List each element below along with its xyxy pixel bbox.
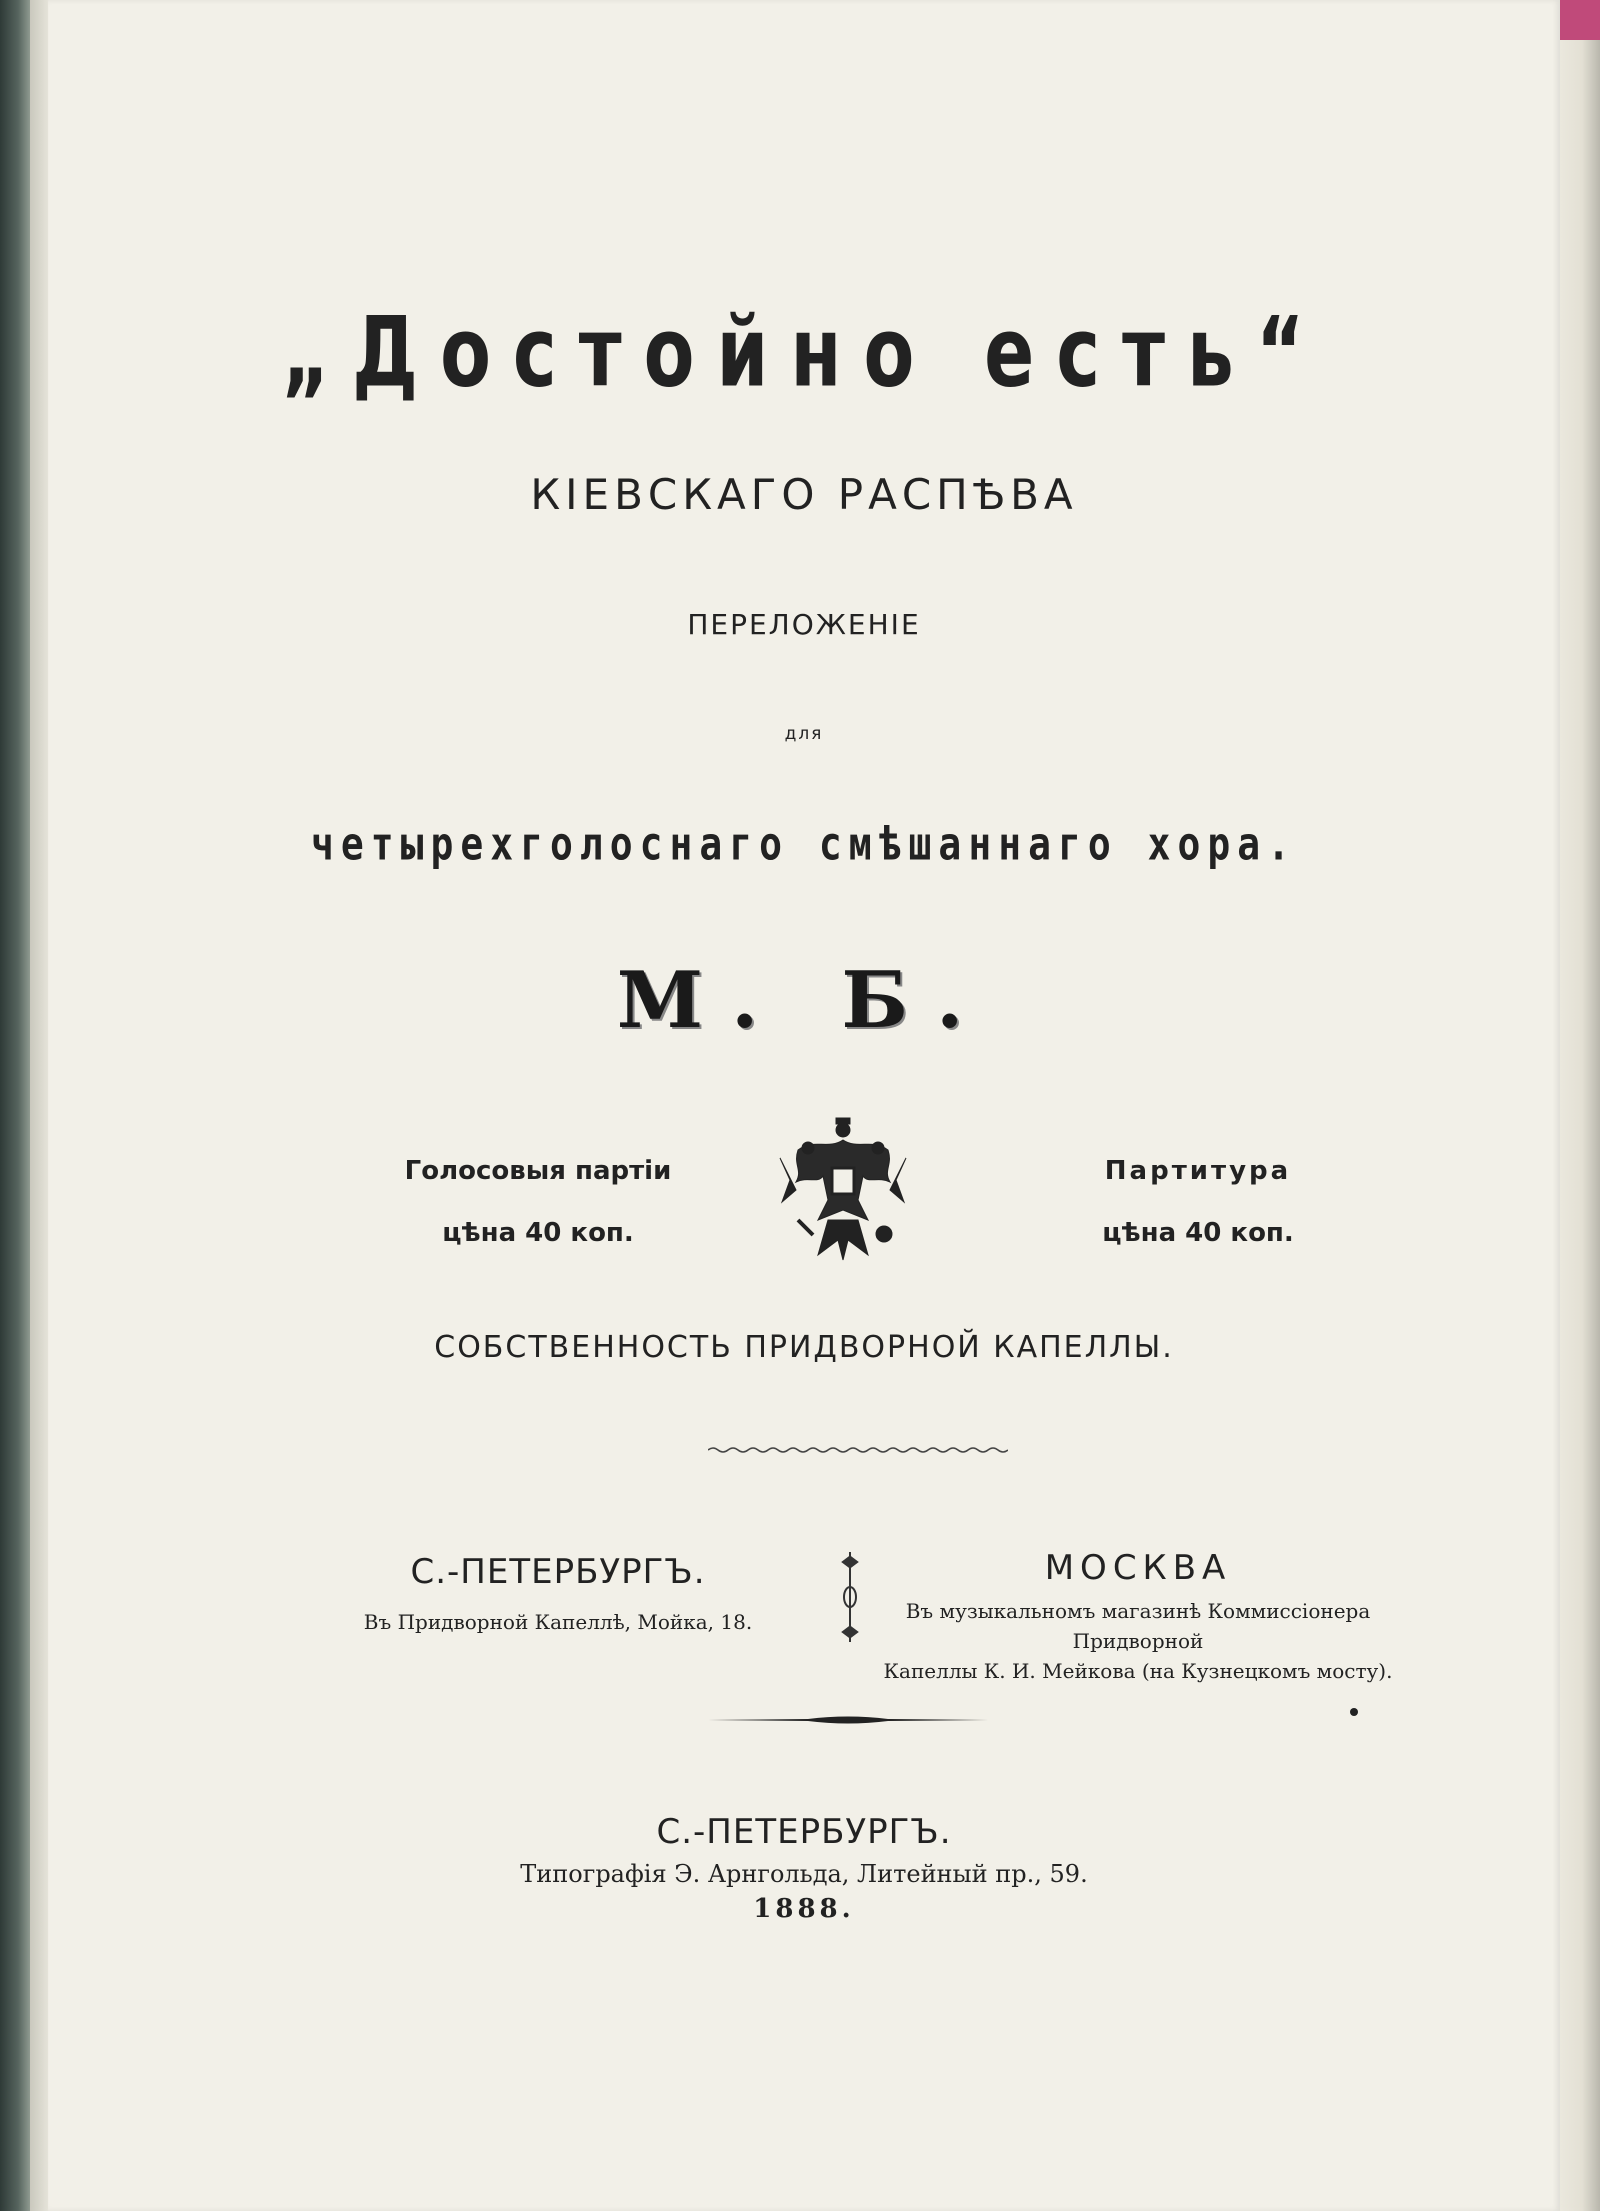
voice-parts-label: Голосовыя партіи [404,1156,672,1186]
marker-tab [1560,0,1600,40]
composer-initials: М. Б. [616,955,992,1046]
petersburg-city: С.-ПЕТЕРБУРГЪ. [410,1552,706,1592]
score-cost: цѣна 40 коп. [1102,1218,1294,1248]
ink-dot [1350,1708,1358,1716]
publisher-moscow [838,1548,1438,1686]
cover-spine [0,0,30,2211]
chant-subtitle: КІЕВСКАГО РАСПѢВА [530,470,1078,519]
swelled-rule [708,1712,988,1728]
petersburg-address: Въ Придворной Капеллѣ, Мойка, 18. [363,1610,753,1634]
imprint-city: С.-ПЕТЕРБУРГЪ. [656,1812,952,1852]
arrangement-label: ПЕРЕЛОЖЕНІЕ [687,608,921,641]
imprint [48,1812,1560,1924]
for-label: для [784,724,824,744]
wavy-rule [708,1442,1008,1458]
work-title: „Достойно есть“ [281,297,1327,409]
voice-parts-price [338,1140,738,1264]
voice-parts-cost: цѣна 40 коп. [442,1218,634,1248]
moscow-city: МОСКВА [1044,1548,1232,1588]
imprint-printer: Типографія Э. Арнгольда, Литейный пр., 59. [520,1860,1088,1888]
title-page [48,0,1560,2211]
moscow-address-line1: Въ музыкальномъ магазинѣ Коммиссіонера Придворной [905,1599,1371,1653]
score-price [998,1140,1398,1264]
imprint-year: 1888. [753,1894,855,1924]
ownership-note: СОБСТВЕННОСТЬ ПРИДВОРНОЙ КАПЕЛЛЫ. [434,1330,1174,1365]
score-label: Партитура [1104,1156,1292,1186]
choir-description: четырехголоснаго смѣшаннаго хора. [311,817,1297,871]
moscow-address-line2: Капеллы К. И. Мейкова (на Кузнецкомъ мосту). [883,1659,1393,1683]
double-headed-eagle-icon [768,1110,918,1270]
publisher-petersburg [348,1552,768,1634]
